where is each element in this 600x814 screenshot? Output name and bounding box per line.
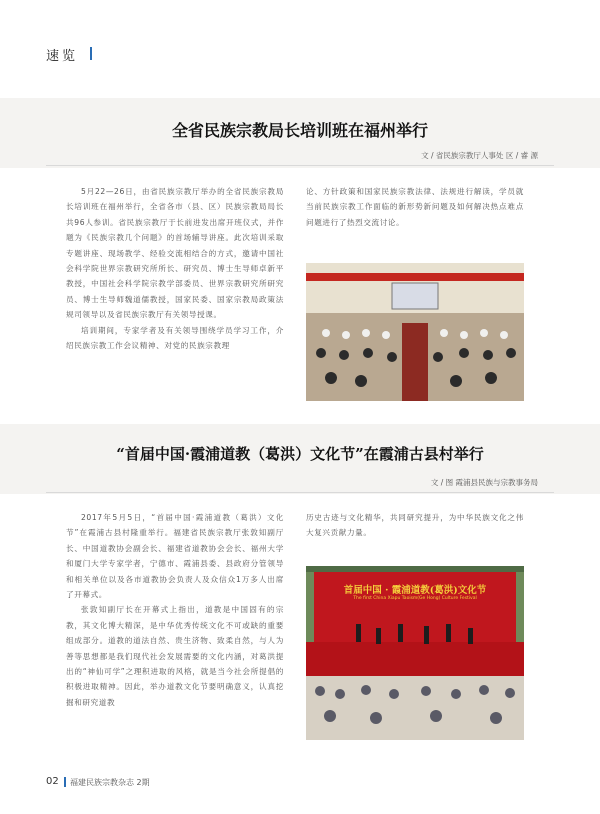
article1-col1 <box>66 184 284 353</box>
article1-title: 全省民族宗教局长培训班在福州举行 <box>171 121 428 140</box>
article1-paragraph: 5月22—26日，由省民族宗教厅举办的全省民族宗教局长培训班在福州举行，全省各市（县、区）民族宗教局局长共96人参训。省民族宗教厅于长前进发出席开班仪式，并作题为《民族宗教几个问题》的首场辅导讲座。此次培训采取专题讲座、现场教学、经验交流相结合的方式，邀请中国社会科学院世界宗教研究所所长、研究员、博士生导师卓新平教授，中国社会科学院宗教学部委员、世界宗教研究所研究员、博士生导师魏道儒教授，国家民委、国家宗教局政策法规司领导以及省民族宗教厅有关领导授课。 <box>66 187 284 320</box>
publication-name: 福建民族宗教杂志 2期 <box>70 778 150 787</box>
section-accent-bar <box>90 47 92 60</box>
article2-rule <box>46 492 554 493</box>
festival-banner-title: 首届中国 · 霞浦道教(葛洪)文化节 <box>343 585 487 596</box>
article2-col1 <box>66 510 284 710</box>
article1-col2: 论、方针政策和国家民族宗教法律、法规进行解读，学员就当前民族宗教工作面临的新形势新问题及如何解决热点难点问题进行了热烈交流讨论。 <box>306 187 524 227</box>
article2-byline: 文 / 图 霞浦县民族与宗教事务局 <box>430 478 538 487</box>
article2-paragraph: 2017年5月5日，“首届中国·霞浦道教（葛洪）文化节”在霞浦古县村隆重举行。福建省民族宗教厅张敦知副厅长、中国道教协会副会长、福建省道教协会会长、福州大学和厦门大学专家学者，宁德市、霞浦县委、县政府分管领导和相关单位以及各市道教协会负责人及众信众1万多人出席了开幕式。 <box>66 513 284 600</box>
page-number: 02 <box>46 776 59 787</box>
article2-title: “首届中国·霞浦道教（葛洪）文化节”在霞浦古县村举行 <box>116 445 484 463</box>
section-label: 速览 <box>46 49 79 64</box>
article1-byline: 文 / 省民族宗教厅人事处 区 / 睿 源 <box>421 151 538 160</box>
article1-paragraph: 培训期间，专家学者及有关领导围绕学员学习工作，介绍民族宗教工作会议精神、对党的民族宗教理 <box>66 325 284 351</box>
article1-rule <box>46 165 554 166</box>
footer-accent-bar <box>64 777 66 787</box>
article2-paragraph: 张敦知副厅长在开幕式上指出，道教是中国固有的宗教，其文化博大精深，是中华优秀传统文化不可或缺的重要组成部分。道教的道法自然、贵生济物、致柔自然，与人为善等思想都是我们现代社会发展需要的文化内涵，对葛洪提出的“神仙可学”之理积进取的风格，就是当今社会所提倡的积极进取精神。因此，举办道教文化节要明确意义，认真挖掘和研究道教 <box>66 605 284 707</box>
conference-photo <box>306 263 524 401</box>
festival-banner-subtitle: The first China Xiapu Taoism(Ge Hong) Culture Festival <box>353 596 477 601</box>
article2-col2: 历史古迹与文化精华，共同研究提升，为中华民族文化之伟大复兴贡献力量。 <box>306 513 524 538</box>
festival-photo <box>306 566 524 740</box>
